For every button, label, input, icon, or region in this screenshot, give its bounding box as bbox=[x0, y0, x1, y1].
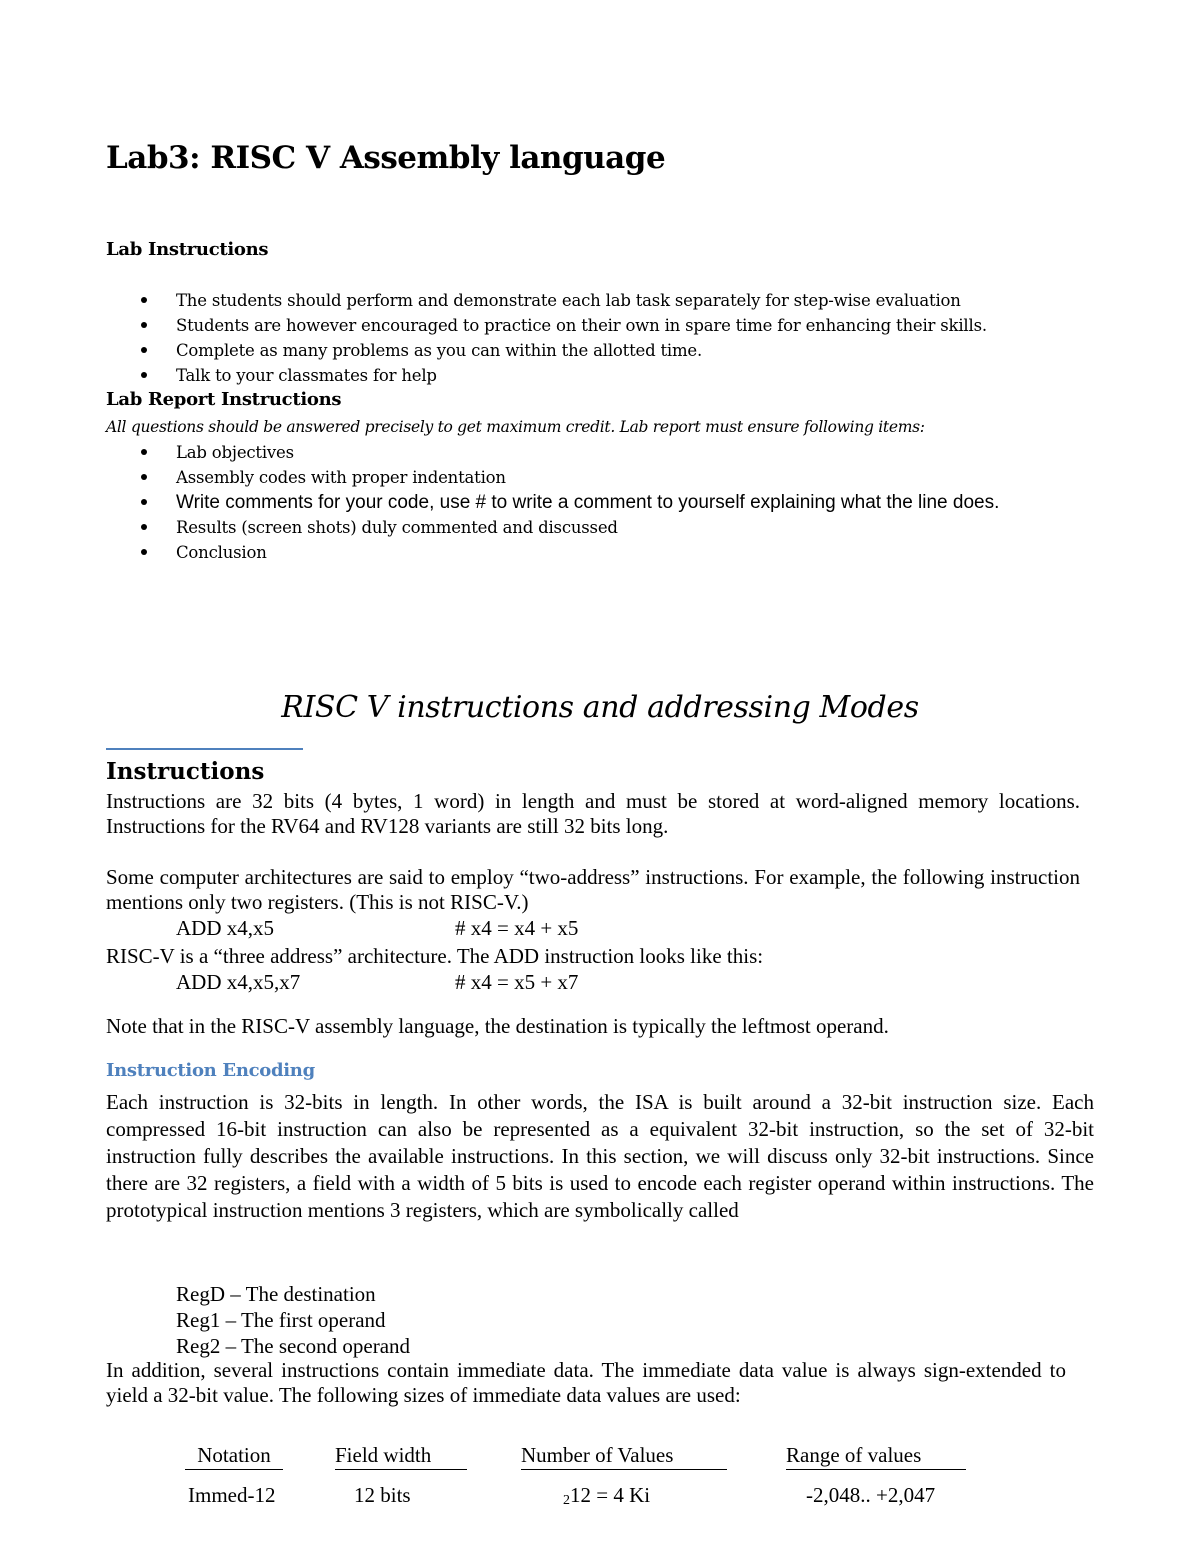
list-item: Assembly codes with proper indentation bbox=[140, 465, 1088, 490]
list-item: Write comments for your code, use # to write a comment to yourself explaining what the line does. bbox=[140, 490, 1088, 515]
table-header-notation: Notation bbox=[185, 1442, 283, 1470]
table-cell-number-of-values bbox=[563, 1482, 650, 1514]
table-cell-notation: Immed-12 bbox=[188, 1483, 276, 1507]
divider bbox=[106, 748, 303, 750]
power-base: 2 bbox=[563, 1493, 570, 1508]
two-address-paragraph: Some computer architectures are said to employ “two-address” instructions. For example, the following instruction mentions only two registers. (This is not RISC-V.) bbox=[106, 865, 1080, 914]
table-cell-field-width: 12 bits bbox=[354, 1483, 411, 1507]
code-example-three-address bbox=[176, 970, 579, 995]
table-header-number-of-values: Number of Values bbox=[521, 1442, 727, 1470]
lab-report-note: All questions should be answered precisely to get maximum credit. Lab report must ensure following items: bbox=[106, 418, 925, 436]
lab-instructions-heading: Lab Instructions bbox=[106, 239, 269, 260]
instructions-heading: Instructions bbox=[106, 758, 265, 785]
destination-note: Note that in the RISC-V assembly language, the destination is typically the leftmost operand. bbox=[106, 1014, 889, 1038]
register-reg1: Reg1 – The first operand bbox=[176, 1308, 386, 1332]
page-title: Lab3: RISC V Assembly language bbox=[106, 140, 666, 176]
code-instruction: ADD x4,x5,x7 bbox=[176, 970, 301, 994]
code-example-two-address bbox=[176, 916, 579, 941]
power-rest: 12 = 4 Ki bbox=[570, 1483, 651, 1507]
lab-report-list bbox=[140, 440, 1088, 565]
table-cell-range: -2,048.. +2,047 bbox=[806, 1483, 936, 1507]
encoding-paragraph: Each instruction is 32-bits in length. In other words, the ISA is built around a 32-bit instruction size. Each compressed 16-bit instruction can also be represented as a equivalent 32-bit instruction, so the set of 32-bit instruction fully describes the available instructions. In this section, we will discuss only 32-bit instructions. Since there are 32 registers, a field with a width of 5 bits is used to encode each register operand within instructions. The prototypical instruction mentions 3 registers, which are symbolically called bbox=[106, 1090, 1094, 1222]
three-address-paragraph: RISC-V is a “three address” architecture. The ADD instruction looks like this: bbox=[106, 944, 764, 968]
list-item: Lab objectives bbox=[140, 440, 1088, 465]
list-item: Results (screen shots) duly commented and discussed bbox=[140, 515, 1088, 540]
list-item: Students are however encouraged to practice on their own in spare time for enhancing their skills. bbox=[140, 313, 987, 338]
list-item: Conclusion bbox=[140, 540, 1088, 565]
list-item: Complete as many problems as you can within the allotted time. bbox=[140, 338, 987, 363]
instruction-encoding-heading: Instruction Encoding bbox=[106, 1060, 315, 1081]
lab-instructions-list bbox=[140, 288, 987, 388]
table-header-field-width: Field width bbox=[335, 1442, 467, 1470]
code-comment: # x4 = x5 + x7 bbox=[455, 970, 579, 994]
immediate-paragraph: In addition, several instructions contain immediate data. The immediate data value is always sign-extended to yield a 32-bit value. The following sizes of immediate data values are used: bbox=[106, 1358, 1066, 1407]
table-header-range-of-values: Range of values bbox=[786, 1442, 966, 1470]
register-reg2: Reg2 – The second operand bbox=[176, 1334, 411, 1358]
list-item: Talk to your classmates for help bbox=[140, 363, 987, 388]
register-regd: RegD – The destination bbox=[176, 1282, 376, 1306]
instructions-paragraph: Instructions are 32 bits (4 bytes, 1 word) in length and must be stored at word-aligned memory locations. Instructions for the RV64 and RV128 variants are still 32 bits long. bbox=[106, 789, 1080, 838]
code-comment: # x4 = x4 + x5 bbox=[455, 916, 579, 940]
list-item: The students should perform and demonstrate each lab task separately for step-wise evaluation bbox=[140, 288, 987, 313]
lab-report-heading: Lab Report Instructions bbox=[106, 389, 342, 410]
section-title: RISC V instructions and addressing Modes bbox=[281, 690, 919, 725]
code-instruction: ADD x4,x5 bbox=[176, 916, 274, 940]
